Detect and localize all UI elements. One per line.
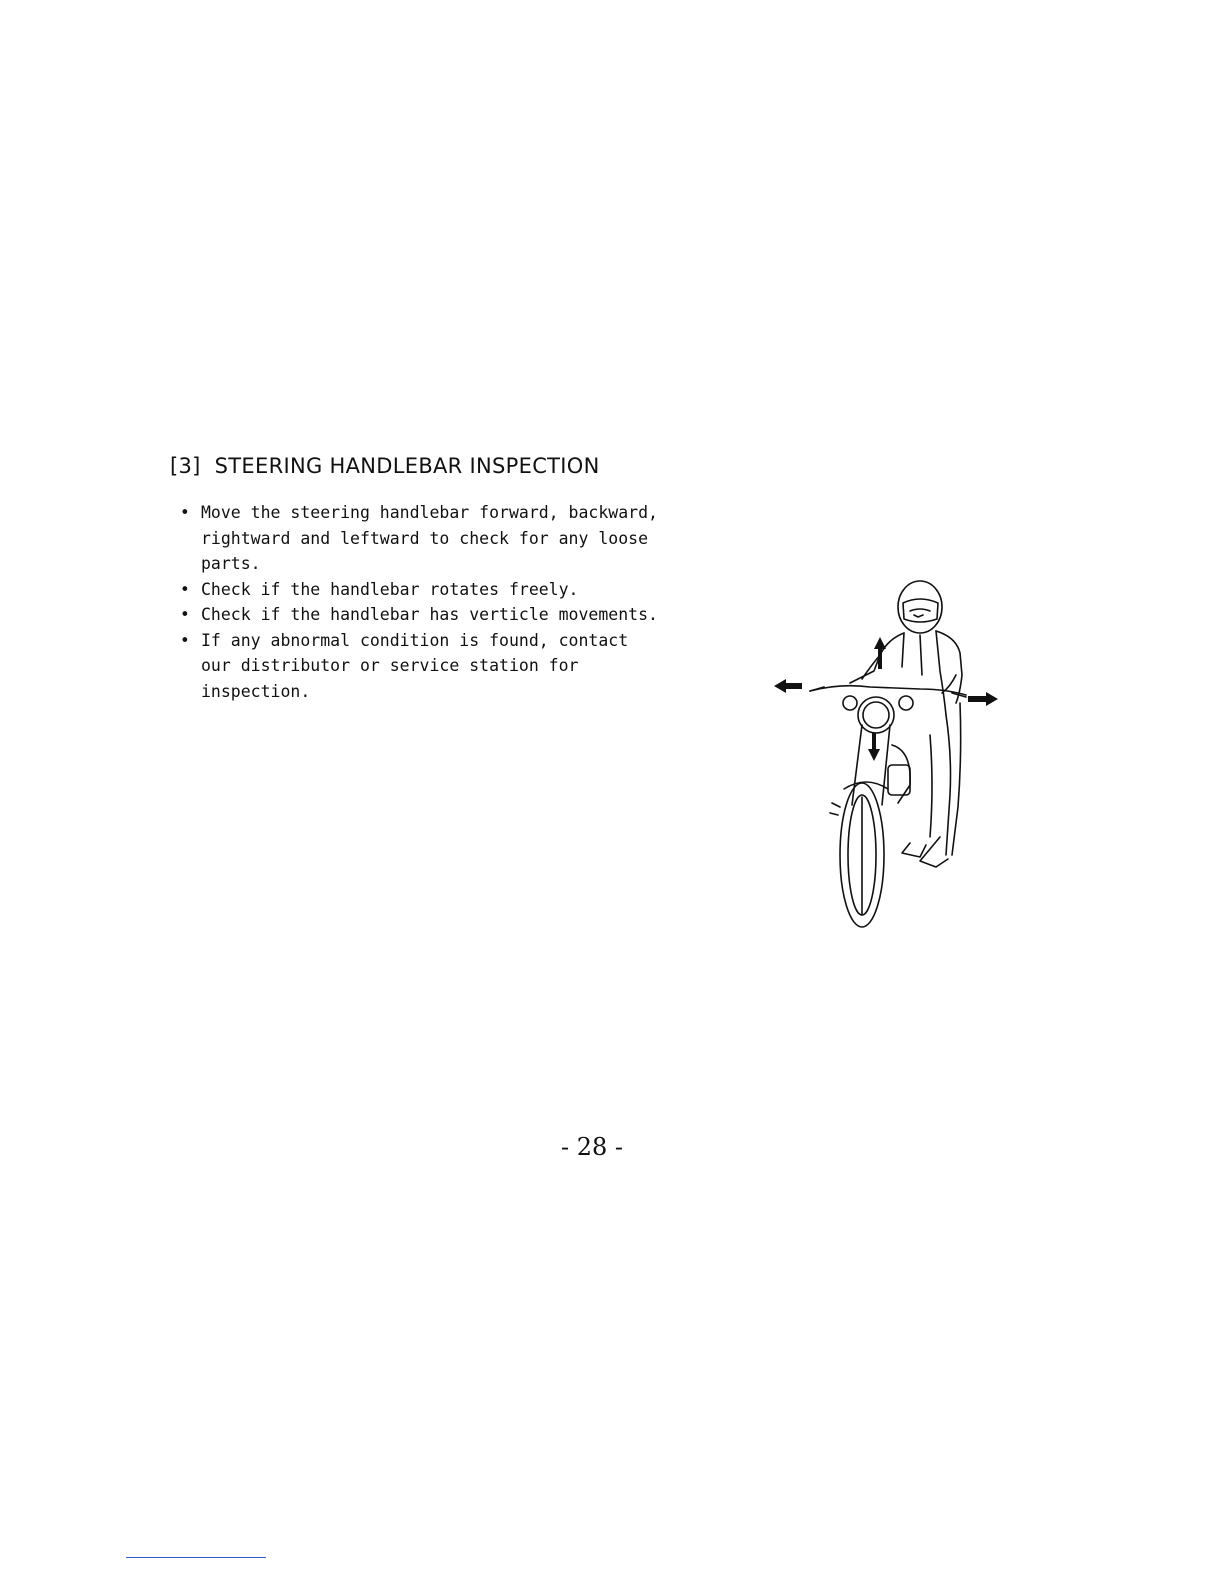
list-item (180, 500, 680, 577)
page-number: - 28 - (560, 1133, 623, 1161)
section-number: [3] (170, 454, 201, 478)
section-title: STEERING HANDLEBAR INSPECTION (214, 454, 600, 478)
bullet-icon: • (180, 630, 190, 650)
arrow-left-icon (774, 679, 802, 693)
section-heading (170, 454, 600, 478)
list-item-text: Check if the handlebar rotates freely. (201, 579, 579, 599)
rider-motorcycle-illustration (770, 575, 1005, 935)
bullet-icon: • (180, 579, 190, 599)
bullet-icon: • (180, 503, 190, 522)
divider (126, 1557, 266, 1558)
list-item-text: If any abnormal condition is found, contact our distributor or service station for inspection. (201, 630, 629, 701)
arrow-right-icon (968, 692, 998, 706)
list-item (180, 577, 680, 603)
list-item (180, 602, 680, 628)
list-item-text: Check if the handlebar has verticle movements. (201, 605, 658, 624)
list-item (180, 628, 680, 705)
bullet-icon: • (180, 605, 190, 624)
list-item-text: Move the steering handlebar forward, backward, rightward and leftward to check for any loose parts. (201, 503, 658, 573)
motorcycle-figure (810, 637, 966, 927)
instruction-list (180, 500, 680, 704)
